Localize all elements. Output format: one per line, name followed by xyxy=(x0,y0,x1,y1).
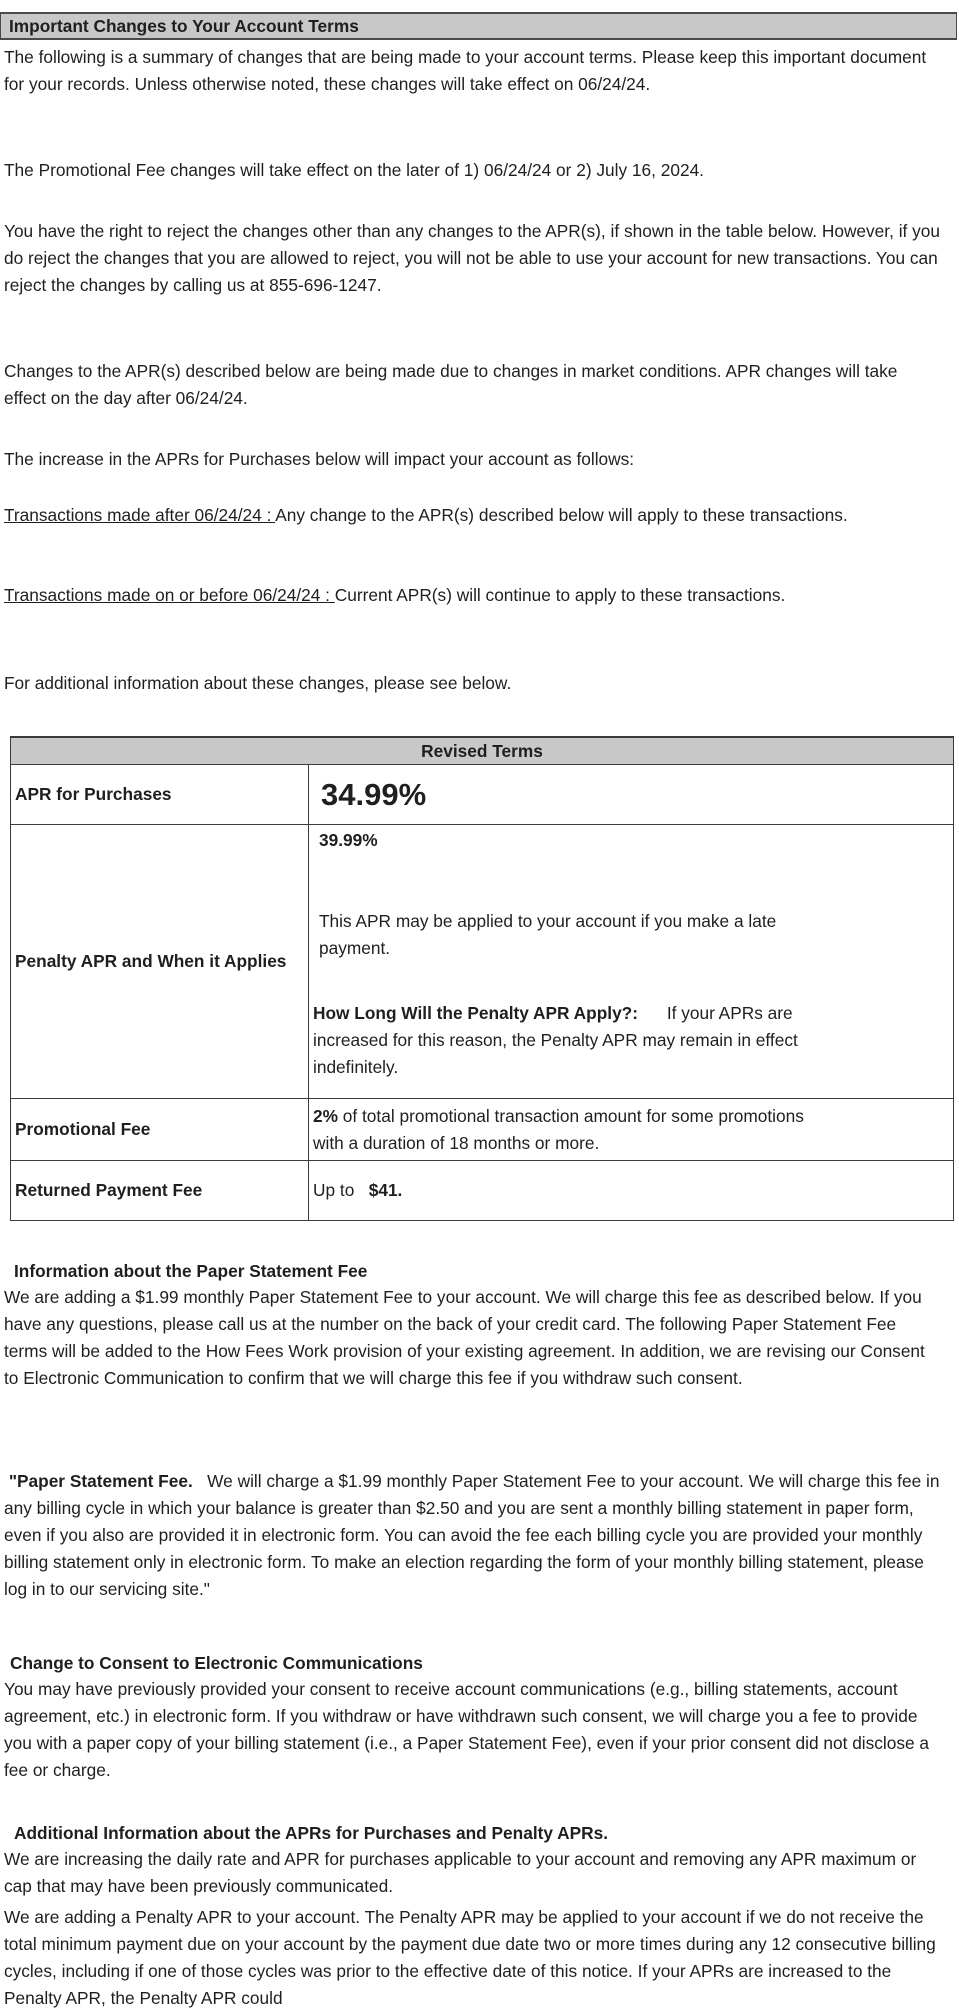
before-label: Transactions made on or before 06/24/24 : xyxy=(4,585,335,605)
table-row xyxy=(11,1161,954,1221)
table-title: Revised Terms xyxy=(11,737,954,765)
additional-title: Additional Information about the APRs for Purchases and Penalty APRs. xyxy=(14,1823,609,1843)
penalty-apr-desc: This APR may be applied to your account if you make a late payment. xyxy=(319,911,777,958)
consent-title: Change to Consent to Electronic Communications xyxy=(10,1653,423,1673)
paper-fee-title: Information about the Paper Statement Fee xyxy=(14,1261,368,1281)
additional-p1: We are increasing the daily rate and APR for purchases applicable to your account and removing any APR maximum or cap that may have been previously communicated. xyxy=(4,1849,917,1896)
penalty-apr-rate: 39.99% xyxy=(319,830,378,850)
row-label: Promotional Fee xyxy=(11,1099,309,1161)
additional-info-pointer: For additional information about these changes, please see below. xyxy=(4,673,512,693)
returned-payment-fee-value: Up to $41. xyxy=(309,1161,954,1221)
after-text: Any change to the APR(s) described below will apply to these transactions. xyxy=(275,505,848,525)
consent-body: You may have previously provided your consent to receive account communications (e.g., billing statements, account agreement, etc.) in electronic form. If you withdraw or have withdrawn such consent, we will charge you a fee to provide you with a paper copy of your billing statement (i.e., a Paper Statement Fee), even if your prior consent did not disclose a fee or charge. xyxy=(4,1679,930,1780)
revised-terms-table xyxy=(10,736,954,1221)
table-row xyxy=(11,1099,954,1161)
before-transactions xyxy=(4,582,944,609)
promo-fee-effective: The Promotional Fee changes will take effect on the later of 1) 06/24/24 or 2) July 16, 2024. xyxy=(4,160,704,180)
after-label: Transactions made after 06/24/24 : xyxy=(4,505,276,525)
table-row xyxy=(11,825,954,1099)
table-row xyxy=(11,765,954,825)
penalty-apr-cell xyxy=(309,825,954,1099)
apr-impact-intro: The increase in the APRs for Purchases below will impact your account as follows: xyxy=(4,449,635,469)
intro-summary: The following is a summary of changes that are being made to your account terms. Please keep this important document for your records. Unless otherwise noted, these changes will take effect on 06/24/24. xyxy=(4,47,927,94)
promo-fee-value: 2% of total promotional transaction amount for some promotions with a duration of 18 months or more. xyxy=(309,1099,954,1161)
page-title: Important Changes to Your Account Terms xyxy=(0,12,957,40)
before-text: Current APR(s) will continue to apply to these transactions. xyxy=(334,585,786,605)
additional-p2: We are adding a Penalty APR to your account. The Penalty APR may be applied to your account if we do not receive the total minimum payment due on your account by the payment due date two or more times during any 12 consecutive billing cycles, including if one of those cycles was prior to the effective date of this notice. If your APRs are increased to the Penalty APR, the Penalty APR could xyxy=(4,1907,936,2008)
row-label: APR for Purchases xyxy=(11,765,309,825)
paper-fee-quote: "Paper Statement Fee. We will charge a $1.99 monthly Paper Statement Fee to your account. We will charge this fee in any billing cycle in which your balance is greater than $2.50 and you are sent a monthly billing statement in paper form, even if you also are provided it in electronic form. You can avoid the fee each billing cycle you are provided your monthly billing statement only in electronic form. To make an election regarding the form of your monthly billing statement, please log in to our servicing site." xyxy=(4,1471,940,1599)
purchase-apr: 34.99% xyxy=(309,765,954,825)
right-to-reject: You have the right to reject the changes other than any changes to the APR(s), if shown in the table below. However, if you do reject the changes that you are allowed to reject, you will not be able to use your account for new transactions. You can reject the changes by calling us at 855-696-1247. xyxy=(4,221,941,295)
apr-market-conditions: Changes to the APR(s) described below are being made due to changes in market conditions. APR changes will take effect on the day after 06/24/24. xyxy=(4,361,898,408)
after-transactions xyxy=(4,502,944,529)
row-label: Returned Payment Fee xyxy=(11,1161,309,1221)
penalty-apr-duration: How Long Will the Penalty APR Apply?: If your APRs are increased for this reason, the Penalty APR may remain in effect indefinitely. xyxy=(313,1003,798,1077)
paper-fee-body: We are adding a $1.99 monthly Paper Statement Fee to your account. We will charge this fee as described below. If you have any questions, please call us at the number on the back of your credit card. The following Paper Statement Fee terms will be added to the How Fees Work provision of your existing agreement. In addition, we are revising our Consent to Electronic Communication to confirm that we will charge this fee if you withdraw such consent. xyxy=(4,1287,925,1388)
row-label: Penalty APR and When it Applies xyxy=(11,825,309,1099)
